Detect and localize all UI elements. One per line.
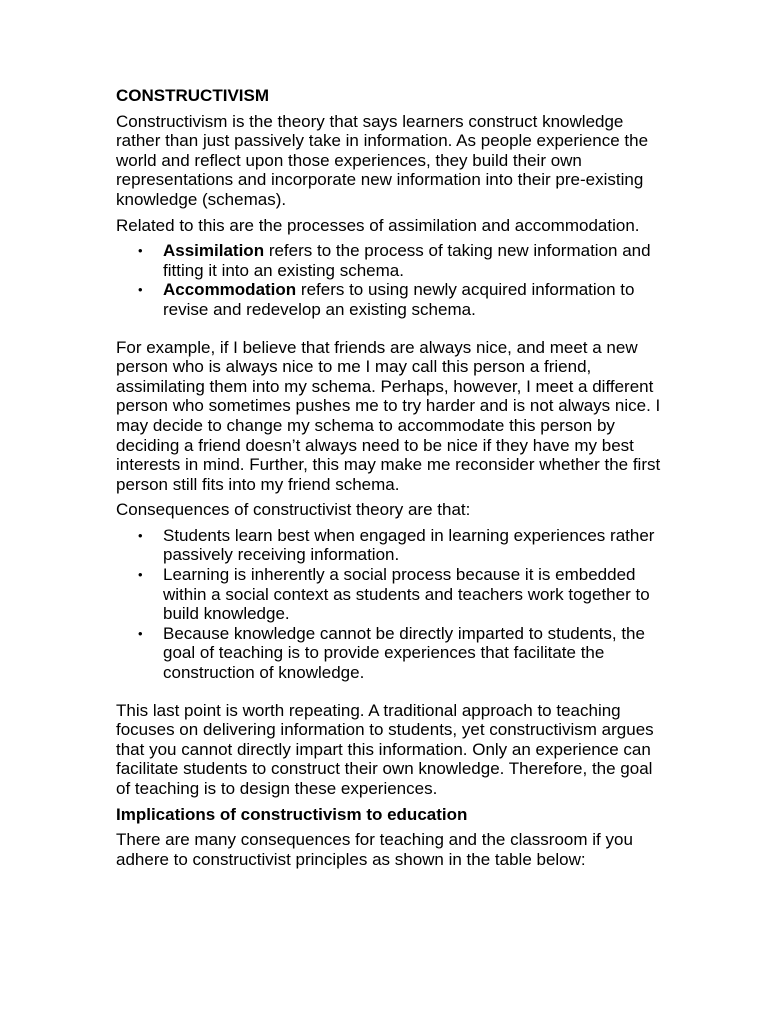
bullet-icon: • (138, 243, 143, 259)
consequences-list (116, 526, 661, 683)
document-title: CONSTRUCTIVISM (116, 86, 269, 105)
term-accommodation: Accommodation (163, 280, 297, 300)
bullet-icon: • (138, 625, 143, 641)
related-paragraph: Related to this are the processes of assimilation and accommodation. (116, 215, 640, 235)
list-item-text: Students learn best when engaged in learning experiences rather passively receiving information. (163, 525, 655, 565)
intro-paragraph: Constructivism is the theory that says learners construct knowledge rather than just passively take in information. As people experience the world and reflect upon those experiences, they build their own representations and incorporate new information into their pre-existing knowledge (schemas). (116, 111, 649, 209)
list-item-text: Because knowledge cannot be directly imparted to students, the goal of teaching is to provide experiences that facilitate the construction of knowledge. (163, 623, 645, 683)
bullet-icon: • (138, 567, 143, 583)
implications-heading: Implications of constructivism to education (116, 804, 468, 824)
list-item (138, 565, 661, 624)
spacer (116, 683, 661, 701)
spacer (116, 320, 661, 338)
bullet-icon: • (138, 527, 143, 543)
processes-list (116, 241, 661, 319)
term-definition: refers to the process of taking new information and fitting it into an existing schema. (163, 241, 651, 280)
document-page (116, 86, 661, 875)
consequences-intro: Consequences of constructivist theory are that: (116, 500, 471, 520)
list-item-text: Learning is inherently a social process because it is embedded within a social context as students and teachers work together to build knowledge. (163, 565, 650, 624)
term-definition: refers to using newly acquired information to revise and redevelop an existing schema. (163, 280, 635, 319)
implications-paragraph: There are many consequences for teaching and the classroom if you adhere to constructivist principles as shown in the table below: (116, 830, 633, 869)
term-assimilation: Assimilation (163, 241, 265, 261)
list-item (138, 280, 661, 319)
bullet-icon: • (138, 282, 143, 298)
list-item (138, 525, 661, 565)
list-item (138, 241, 661, 280)
last-point-paragraph: This last point is worth repeating. A traditional approach to teaching focuses on delivering information to students, yet constructivism argues that you cannot directly impart this information. Only an experience can facilitate students to construct their own knowledge. Therefore, the goal of teaching is to design these experiences. (116, 700, 654, 798)
list-item (138, 623, 661, 683)
example-paragraph: For example, if I believe that friends are always nice, and meet a new person who is always nice to me I may call this person a friend, assimilating them into my schema. Perhaps, however, I meet a different person who sometimes pushes me to try harder and is not always nice. I may decide to change my schema to accommodate this person by deciding a friend doesn’t always need to be nice if they have my best interests in mind. Further, this may make me reconsider whether the first person still fits into my friend schema. (116, 337, 661, 494)
